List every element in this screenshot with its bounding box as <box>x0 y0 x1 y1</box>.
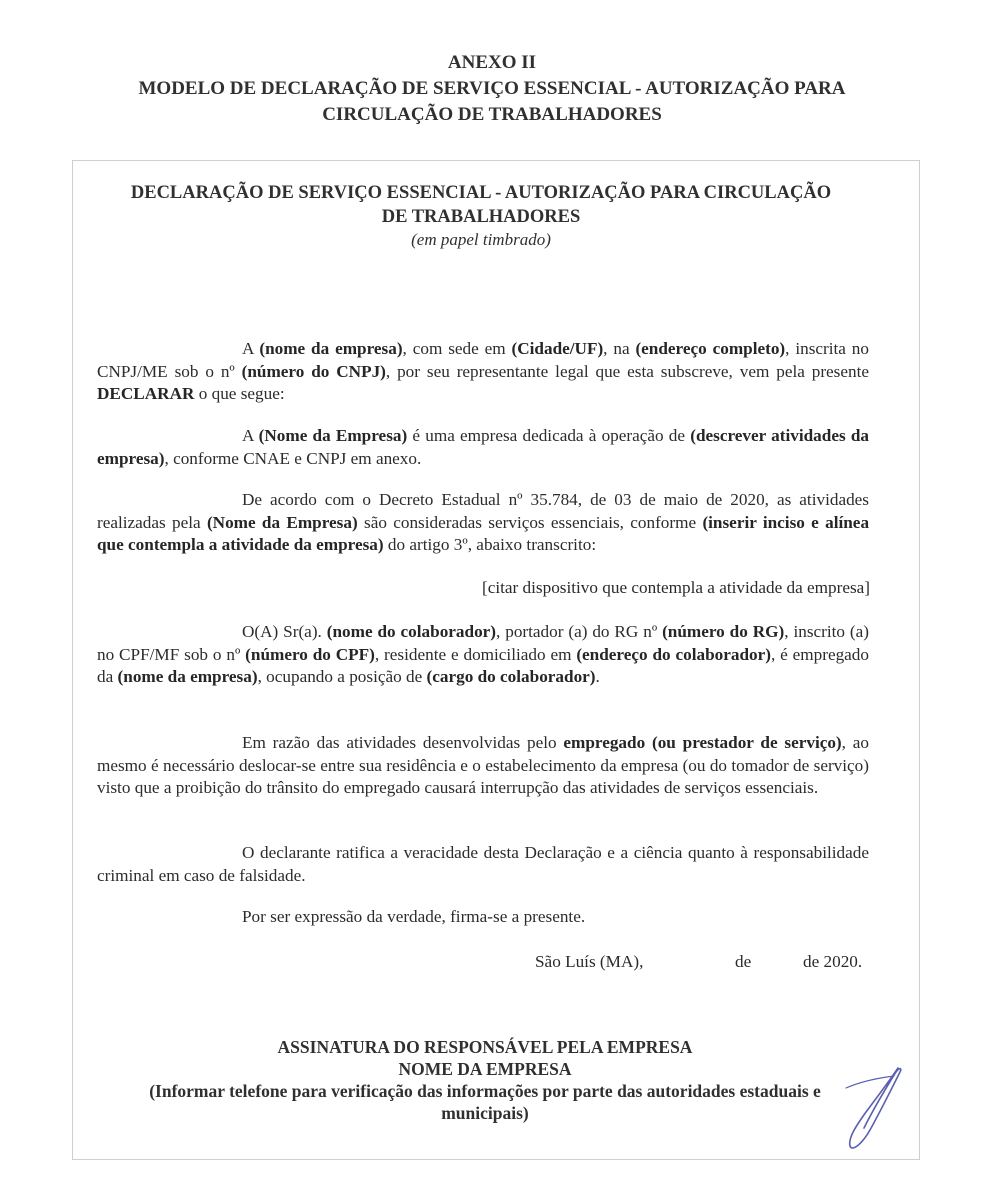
paragraph-company-activity <box>97 425 869 470</box>
annex-title: ANEXO II <box>447 52 537 73</box>
p1-text-4: , inscrita no CNPJ/ME sob o nº <box>97 339 869 381</box>
p4-position: (cargo do colaborador) <box>426 667 596 686</box>
p3-text-2: são consideradas serviços essenciais, conforme <box>357 512 703 532</box>
p4-rg: (número do RG) <box>662 622 785 641</box>
p1-declarar: DECLARAR <box>97 384 195 403</box>
p4-text-4: , residente e domiciliado em <box>374 644 577 664</box>
cite-placeholder: [citar dispositivo que contempla a atividade da empresa] <box>481 578 870 597</box>
p3-text-1: De acordo com o Decreto Estadual nº 35.784, de 03 de maio de 2020, as atividades realizadas pela <box>97 490 869 532</box>
signature-responsible-label: ASSINATURA DO RESPONSÁVEL PELA EMPRESA <box>277 1037 693 1057</box>
p4-text-7: . <box>595 667 600 686</box>
declaration-subtitle: (em papel timbrado) <box>411 230 551 249</box>
p2-text-1: A <box>242 426 259 445</box>
p2-text-3: , conforme CNAE e CNPJ em anexo. <box>164 448 422 468</box>
paragraph-truth-statement: Por ser expressão da verdade, firma-se a presente. <box>242 907 586 926</box>
place: São Luís (MA), <box>535 952 644 971</box>
signature-block <box>100 1036 870 1124</box>
p1-text-6: o que segue: <box>194 384 285 403</box>
signature-phone-note-line1: (Informar telefone para verificação das informações por parte das autoridades estaduais e <box>149 1081 821 1101</box>
p2-activities: (descrever atividades da empresa) <box>97 426 869 468</box>
paragraph-employee <box>97 621 869 689</box>
p4-text-5: , é empregado da <box>97 644 869 686</box>
p1-text-5: , por seu representante legal que esta subscreve, vem pela presente <box>385 361 869 381</box>
paragraph-commute-reason <box>97 732 869 800</box>
p1-text-2: , com sede em <box>402 339 512 358</box>
p1-text-1: A <box>242 339 260 358</box>
handwritten-signature <box>842 1066 904 1150</box>
model-title-line2: CIRCULAÇÃO DE TRABALHADORES <box>322 104 662 125</box>
paragraph-decree <box>97 489 869 557</box>
p2-text-2: é uma empresa dedicada à operação de <box>407 426 691 445</box>
declaration-title <box>72 181 890 251</box>
model-title-line1: MODELO DE DECLARAÇÃO DE SERVIÇO ESSENCIAL - AUTORIZAÇÃO PARA <box>138 78 846 99</box>
p1-text-3: , na <box>603 339 636 358</box>
page-header <box>0 50 984 128</box>
p4-company-name: (nome da empresa) <box>117 667 258 686</box>
declaration-title-line2: DE TRABALHADORES <box>381 207 581 227</box>
date-year: de 2020. <box>803 952 863 971</box>
signature-company-label: NOME DA EMPRESA <box>398 1059 572 1079</box>
p3-text-3: do artigo 3º, abaixo transcrito: <box>383 535 597 554</box>
p4-text-2: , portador (a) do RG nº <box>496 622 663 641</box>
paragraph-ratification: O declarante ratifica a veracidade desta Declaração e a ciência quanto à responsabilidade criminal em caso de falsidade. <box>97 843 869 885</box>
signature-phone-note-line2: municipais) <box>441 1103 529 1123</box>
date-de: de <box>735 952 752 971</box>
p3-company-name: (Nome da Empresa) <box>206 512 358 532</box>
p4-employee-address: (endereço do colaborador) <box>576 644 771 664</box>
p1-address: (endereço completo) <box>635 339 786 358</box>
p5-text-2: , ao mesmo é necessário deslocar-se entre sua residência e o estabelecimento da empresa (ou do tomador de serviço) visto que a proibição do trânsito do empregado causará interrupção das atividades de serviços essenciais. <box>97 733 869 797</box>
p4-text-1: O(A) Sr(a). <box>242 622 327 641</box>
p5-employee-role: empregado (ou prestador de serviço) <box>563 733 842 752</box>
p1-cnpj: (número do CNPJ) <box>241 361 386 381</box>
p5-text-1: Em razão das atividades desenvolvidas pelo <box>242 733 564 752</box>
p4-employee-name: (nome do colaborador) <box>326 622 497 641</box>
declaration-title-line1: DECLARAÇÃO DE SERVIÇO ESSENCIAL - AUTORIZAÇÃO PARA CIRCULAÇÃO <box>130 183 832 203</box>
p1-company-name: (nome da empresa) <box>259 339 403 358</box>
p3-inciso: (inserir inciso e alínea que contempla a atividade da empresa) <box>97 512 870 554</box>
paragraph-company-identification <box>97 338 869 406</box>
p4-text-3: , inscrito (a) no CPF/MF sob o nº <box>97 622 869 664</box>
p1-city: (Cidade/UF) <box>511 339 604 358</box>
p2-company-name: (Nome da Empresa) <box>258 426 408 445</box>
p4-text-6: , ocupando a posição de <box>257 667 427 686</box>
p4-cpf: (número do CPF) <box>245 644 375 664</box>
